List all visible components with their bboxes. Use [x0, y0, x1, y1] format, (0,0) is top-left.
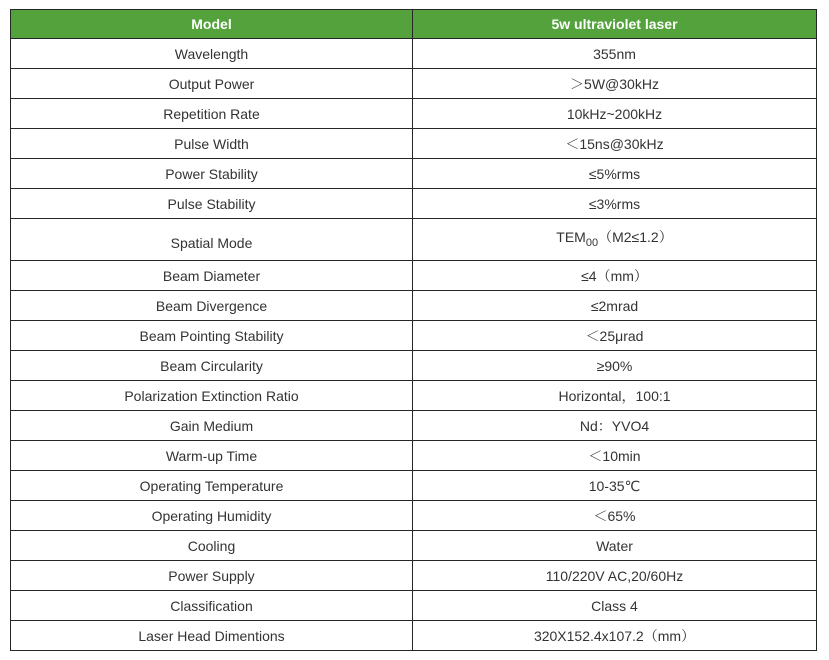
- row-value: Class 4: [413, 591, 817, 621]
- row-label: Beam Pointing Stability: [11, 321, 413, 351]
- row-label: Beam Divergence: [11, 291, 413, 321]
- row-label: Beam Diameter: [11, 261, 413, 291]
- table-row: [11, 219, 817, 261]
- table-row: [11, 561, 817, 591]
- row-value: 355nm: [413, 39, 817, 69]
- row-label: Gain Medium: [11, 411, 413, 441]
- row-value: 320X152.4x107.2（mm）: [413, 621, 817, 651]
- table-row: [11, 261, 817, 291]
- table-row: [11, 189, 817, 219]
- table-row: [11, 69, 817, 99]
- row-value: ＞5W@30kHz: [413, 69, 817, 99]
- row-label: Wavelength: [11, 39, 413, 69]
- row-value: ＜10min: [413, 441, 817, 471]
- row-label: Repetition Rate: [11, 99, 413, 129]
- row-label: Laser Head Dimentions: [11, 621, 413, 651]
- table-row: [11, 99, 817, 129]
- tem-tail: （M2≤1.2）: [598, 228, 673, 245]
- table-row: [11, 411, 817, 441]
- table-row: [11, 321, 817, 351]
- table-row: [11, 501, 817, 531]
- row-value: Horizontal，100:1: [413, 381, 817, 411]
- table-row: [11, 39, 817, 69]
- row-value: Water: [413, 531, 817, 561]
- table-row: [11, 291, 817, 321]
- row-value: 110/220V AC,20/60Hz: [413, 561, 817, 591]
- table-row: [11, 621, 817, 651]
- row-value: ＜25μrad: [413, 321, 817, 351]
- spec-table: [10, 9, 817, 651]
- row-value: 10kHz~200kHz: [413, 99, 817, 129]
- row-value: ＜65%: [413, 501, 817, 531]
- table-row: [11, 531, 817, 561]
- header-model-value: 5w ultraviolet laser: [413, 10, 817, 39]
- row-value: ≤5%rms: [413, 159, 817, 189]
- row-label: Pulse Width: [11, 129, 413, 159]
- row-label: Operating Humidity: [11, 501, 413, 531]
- table-row: [11, 381, 817, 411]
- row-value: 10-35℃: [413, 471, 817, 501]
- table-row: [11, 471, 817, 501]
- row-value: ≤2mrad: [413, 291, 817, 321]
- table-row: [11, 129, 817, 159]
- tem-text: TEM: [556, 228, 586, 245]
- row-label: Classification: [11, 591, 413, 621]
- tem-subscript: 00: [585, 236, 599, 249]
- row-label: Output Power: [11, 69, 413, 99]
- row-value: ≥90%: [413, 351, 817, 381]
- row-label: Cooling: [11, 531, 413, 561]
- row-value: ＜15ns@30kHz: [413, 129, 817, 159]
- row-value: Nd：YVO4: [413, 411, 817, 441]
- table-row: [11, 441, 817, 471]
- row-label: Power Stability: [11, 159, 413, 189]
- row-label: Pulse Stability: [11, 189, 413, 219]
- row-value: ≤3%rms: [413, 189, 817, 219]
- table-header-row: [11, 10, 817, 39]
- table-row: [11, 159, 817, 189]
- row-value: [413, 219, 817, 261]
- row-label: Polarization Extinction Ratio: [11, 381, 413, 411]
- row-label: Operating Temperature: [11, 471, 413, 501]
- header-model-label: Model: [11, 10, 413, 39]
- table-row: [11, 351, 817, 381]
- row-value: ≤4（mm）: [413, 261, 817, 291]
- row-label: Warm-up Time: [11, 441, 413, 471]
- row-label: Spatial Mode: [11, 219, 413, 261]
- row-label: Beam Circularity: [11, 351, 413, 381]
- row-label: Power Supply: [11, 561, 413, 591]
- table-row: [11, 591, 817, 621]
